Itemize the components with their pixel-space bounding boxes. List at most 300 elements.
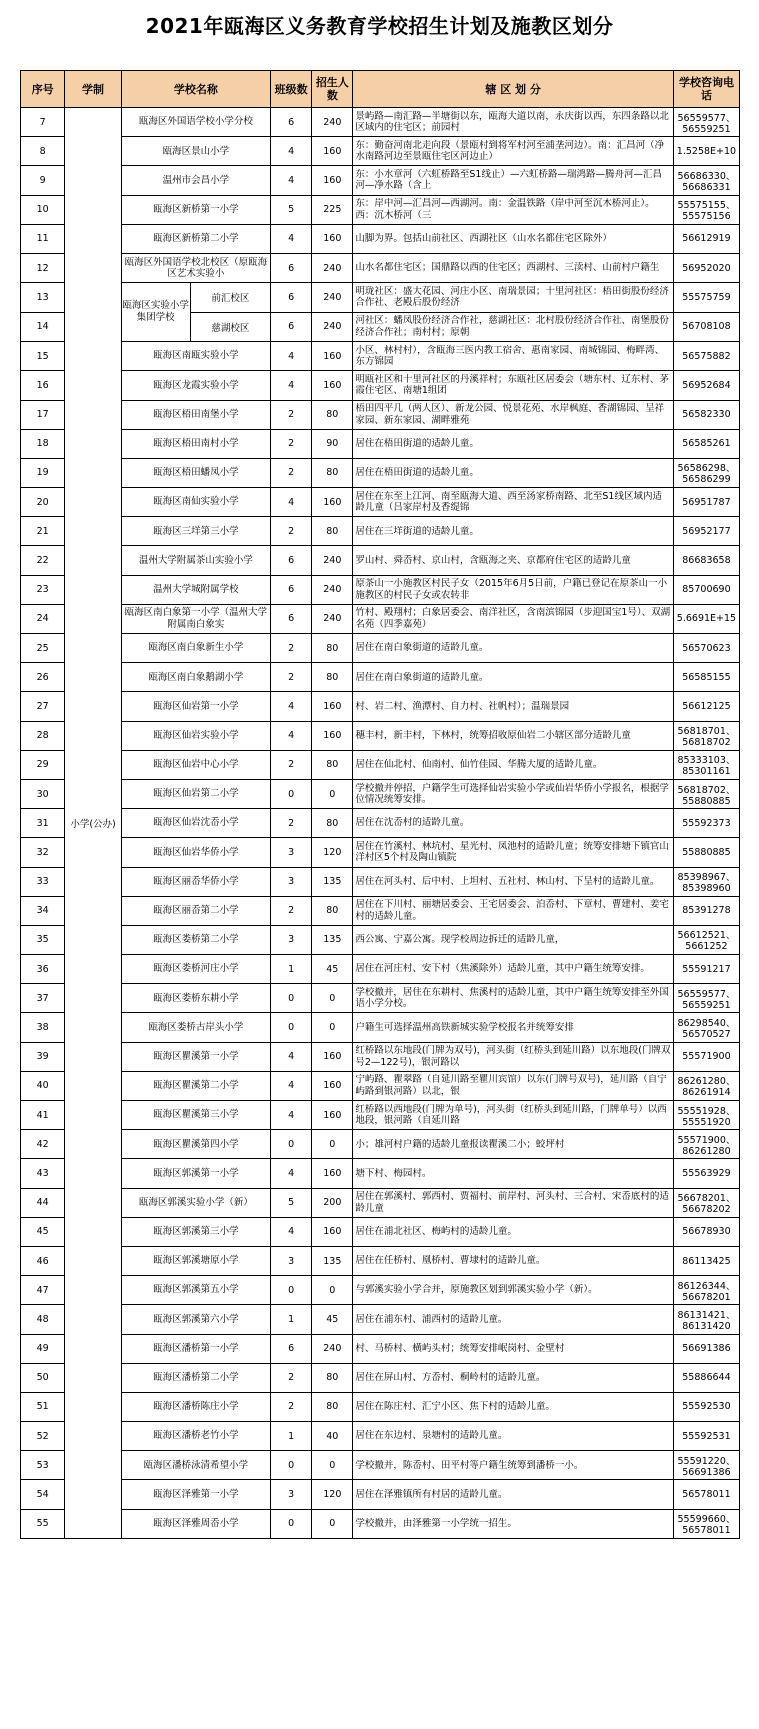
district-text: 居住在东至上江河、南至瓯海大道、西至汤家桥南路、北至S1线区域内适龄儿童（吕家岸村及香缇锦 (355, 490, 662, 514)
table-row (21, 371, 740, 400)
phone-cell: 55592530 (673, 1392, 739, 1421)
phone-cell: 55575759 (673, 283, 739, 313)
school-name: 瓯海区仙岩沈岙小学 (121, 809, 270, 838)
district-cell (353, 517, 674, 546)
district-cell (353, 1392, 674, 1421)
row-no: 46 (21, 1246, 65, 1275)
campus-cihu: 慈湖校区 (211, 322, 250, 334)
district-text: 竹村、殿翔村；白象居委会、南洋社区，含南滨锦园（步迎国宝1号）、双湖名苑（四季嘉苑） (355, 607, 671, 630)
row-no: 25 (21, 634, 65, 663)
class-count: 0 (271, 1130, 312, 1159)
district-cell (353, 692, 674, 721)
enroll-count: 160 (312, 342, 353, 371)
district-text: 梧田四平几（两人区）、新龙公园、悦景花苑、水岸枫庭、香湖锦园、呈祥家园、新东家园、湖畔雅苑 (355, 403, 665, 426)
row-no: 36 (21, 955, 65, 984)
class-count: 2 (271, 517, 312, 546)
district-text: 山脚为界。包括山前社区、西湖社区（山水名都住宅区除外） (355, 233, 612, 245)
district-cell (353, 195, 674, 224)
row-no: 7 (21, 108, 65, 137)
district-text: 居住在河头村、后中村、上坦村、五社村、林山村、下呈村的适龄儿童。 (355, 875, 660, 887)
district-cell (353, 1363, 674, 1392)
enroll-count: 160 (312, 1101, 353, 1130)
enroll-count: 80 (312, 517, 353, 546)
school-name: 瓯海区郭溪第六小学 (121, 1305, 270, 1334)
row-no: 39 (21, 1042, 65, 1071)
enroll-count: 160 (312, 1071, 353, 1100)
row-no: 34 (21, 896, 65, 925)
school-name: 瓯海区新桥第一小学 (121, 195, 270, 224)
district-text: 小；雄河村户籍的适龄儿童报读瞿溪二小；蛟坪村 (355, 1138, 565, 1150)
class-count: 2 (271, 1363, 312, 1392)
table-row (21, 1246, 740, 1275)
district-cell (353, 1334, 674, 1363)
phone-cell: 55551928、55551920 (673, 1101, 739, 1130)
school-name: 瓯海区南仙实验小学 (121, 488, 270, 517)
school-name: 瓯海区潘桥泳清希望小学 (121, 1451, 270, 1480)
phone-cell: 56818702、55880885 (673, 779, 739, 808)
school-name: 瓯海区娄桥东耕小学 (121, 984, 270, 1013)
enroll-count: 240 (312, 312, 353, 342)
district-text: 居住在浦北社区、梅屿村的适龄儿童。 (355, 1226, 517, 1238)
enroll-count: 135 (312, 925, 353, 954)
class-count: 4 (271, 166, 312, 195)
district-cell (353, 1217, 674, 1246)
table-row (21, 1217, 740, 1246)
phone-cell: 56818701、56818702 (673, 721, 739, 750)
enroll-count: 80 (312, 896, 353, 925)
row-no: 49 (21, 1334, 65, 1363)
phone-cell: 56708108 (673, 312, 739, 342)
phone-cell: 86131421、86131420 (673, 1305, 739, 1334)
phone-cell: 85333103、85301161 (673, 750, 739, 779)
enroll-count: 160 (312, 371, 353, 400)
district-cell (353, 1188, 674, 1217)
class-count: 1 (271, 1422, 312, 1451)
table-row (21, 663, 740, 692)
school-name: 瓯海区郭溪第五小学 (121, 1276, 270, 1305)
phone-cell: 56585155 (673, 663, 739, 692)
table-row (21, 838, 740, 867)
campus-qianhui: 前汇校区 (191, 283, 270, 313)
class-count: 4 (271, 1042, 312, 1071)
class-count: 0 (271, 1509, 312, 1538)
row-no: 43 (21, 1159, 65, 1188)
district-cell (353, 896, 674, 925)
school-name: 瓯海区南瓯实验小学 (121, 342, 270, 371)
district-cell (353, 1422, 674, 1451)
class-count: 4 (271, 224, 312, 253)
district-cell (353, 663, 674, 692)
class-count: 3 (271, 867, 312, 896)
row-no: 10 (21, 195, 65, 224)
table-row (21, 458, 740, 487)
row-no: 44 (21, 1188, 65, 1217)
table-row (21, 1071, 740, 1100)
district-cell (353, 1509, 674, 1538)
table-row (21, 400, 740, 429)
class-count: 4 (271, 692, 312, 721)
row-no: 16 (21, 371, 65, 400)
row-no: 9 (21, 166, 65, 195)
table-row (21, 1392, 740, 1421)
phone-cell: 56952684 (673, 371, 739, 400)
row-no: 48 (21, 1305, 65, 1334)
enroll-count: 240 (312, 1334, 353, 1363)
phone-cell: 56586298、56586299 (673, 458, 739, 487)
table-row (21, 1276, 740, 1305)
enroll-count: 80 (312, 750, 353, 779)
class-count: 3 (271, 925, 312, 954)
enroll-count: 160 (312, 488, 353, 517)
row-no: 41 (21, 1101, 65, 1130)
row-no: 45 (21, 1217, 65, 1246)
class-count: 4 (271, 488, 312, 517)
header-enroll: 招生人数 (312, 71, 353, 108)
table-row (21, 1422, 740, 1451)
type-cell: 小学(公办) (65, 108, 121, 1539)
table-row (21, 721, 740, 750)
class-count: 4 (271, 721, 312, 750)
district-text: 居住在浦东村、浦西村的适龄儿童。 (355, 1313, 508, 1325)
district-cell (353, 1480, 674, 1509)
phone-cell: 56686330、56686331 (673, 166, 739, 195)
row-no: 8 (21, 137, 65, 166)
district-text: 穗丰村，新丰村，下林村，统筹招收原仙岩二小辖区部分适龄儿童 (355, 729, 631, 741)
district-text: 居住在沈岙村的适龄儿童。 (355, 817, 470, 829)
district-text: 居住在梧田街道的适龄儿童。 (355, 438, 479, 450)
phone-cell: 56559577、56559251 (673, 984, 739, 1013)
class-count: 2 (271, 458, 312, 487)
class-count: 6 (271, 108, 312, 137)
phone-cell: 55591220、56691386 (673, 1451, 739, 1480)
school-name: 瓯海区瞿溪第三小学 (121, 1101, 270, 1130)
enroll-count: 240 (312, 283, 353, 313)
row-no: 15 (21, 342, 65, 371)
class-count: 4 (271, 371, 312, 400)
enroll-count: 240 (312, 546, 353, 575)
district-cell (353, 488, 674, 517)
class-count: 0 (271, 984, 312, 1013)
district-cell (353, 1159, 674, 1188)
school-name: 瓯海区仙岩第二小学 (121, 779, 270, 808)
district-text: 东：勤奋河南北走向段（景瓯村到将军村河至浦垄河边）。南：汇昌河（净水南路河边至景瓯住宅区河边止） (355, 139, 665, 163)
enroll-count: 120 (312, 1480, 353, 1509)
class-count: 2 (271, 809, 312, 838)
class-count: 4 (271, 1071, 312, 1100)
school-name: 温州大学城附属学校 (121, 575, 270, 604)
class-count: 0 (271, 779, 312, 808)
table-row (21, 779, 740, 808)
district-text: 罗山村、舜岙村、京山村，含瓯海之夹、京都府住宅区的适龄儿童 (355, 554, 631, 566)
row-no: 32 (21, 838, 65, 867)
phone-cell: 86683658 (673, 546, 739, 575)
table-row (21, 896, 740, 925)
enroll-count: 90 (312, 429, 353, 458)
row-no: 31 (21, 809, 65, 838)
row-no: 30 (21, 779, 65, 808)
school-name: 瓯海区仙岩第一小学 (121, 692, 270, 721)
school-name: 瓯海区娄桥古岸头小学 (121, 1013, 270, 1042)
row-no: 29 (21, 750, 65, 779)
class-count: 4 (271, 137, 312, 166)
school-name: 瓯海区郭溪实验小学（新） (121, 1188, 270, 1217)
phone-cell: 1.5258E+10 (673, 137, 739, 166)
phone-cell: 56612125 (673, 692, 739, 721)
phone-cell: 85391278 (673, 896, 739, 925)
district-text: 居住在郭溪村、郭西村、贾福村、前岸村、河头村、三合村、宋岙底村的适龄儿童 (355, 1191, 669, 1214)
phone-cell: 56612919 (673, 224, 739, 253)
enroll-count: 80 (312, 458, 353, 487)
enroll-count: 240 (312, 604, 353, 633)
phone-cell: 55563929 (673, 1159, 739, 1188)
school-name: 瓯海区外国语学校北校区（原瓯海区艺术实验小 (121, 253, 270, 282)
district-cell (353, 283, 674, 313)
row-no: 33 (21, 867, 65, 896)
table-row (21, 253, 740, 282)
district-text: 西公寓、宁嘉公寓。现学校周边拆迁的适龄儿童， (355, 934, 565, 946)
school-name: 瓯海区郭溪第一小学 (121, 1159, 270, 1188)
district-cell (353, 166, 674, 195)
district-cell (353, 925, 674, 954)
row-no: 20 (21, 488, 65, 517)
district-text: 学校撤并，由泽雅第一小学统一招生。 (355, 1517, 517, 1529)
enroll-count: 240 (312, 575, 353, 604)
district-text: 东：岸中河—汇昌河—西湖河。南：金温铁路（岸中河至沉木桥河止）。西：沉木桥河（三 (355, 198, 655, 221)
row-no: 53 (21, 1451, 65, 1480)
district-text: 居住在泽雅镇所有村居的适龄儿童。 (355, 1488, 508, 1500)
district-text: 河社区：蟠凤股份经济合作社，慈湖社区：北村股份经济合作社、南堡股份经济合作社；南村村；原朝 (355, 315, 669, 338)
phone-cell: 85700690 (673, 575, 739, 604)
district-cell (353, 458, 674, 487)
header-district: 辖 区 划 分 (353, 71, 674, 108)
enroll-count: 135 (312, 867, 353, 896)
district-cell (353, 1101, 674, 1130)
enroll-count: 80 (312, 663, 353, 692)
enroll-count: 80 (312, 1392, 353, 1421)
district-cell (353, 546, 674, 575)
table-row (21, 546, 740, 575)
row-no: 27 (21, 692, 65, 721)
table-row (21, 1480, 740, 1509)
row-no: 19 (21, 458, 65, 487)
row-no: 18 (21, 429, 65, 458)
school-name: 瓯海区梧田蟠凤小学 (121, 458, 270, 487)
district-cell (353, 429, 674, 458)
enroll-count: 80 (312, 634, 353, 663)
class-count: 6 (271, 1334, 312, 1363)
class-count: 6 (271, 575, 312, 604)
district-text: 户籍生可选择温州高铁新城实验学校报名并统筹安排 (355, 1021, 574, 1033)
phone-cell: 56691386 (673, 1334, 739, 1363)
class-count: 1 (271, 955, 312, 984)
row-no: 13 (21, 283, 65, 313)
district-cell (353, 1451, 674, 1480)
district-text: 居住在南白象街道的适龄儿童。 (355, 642, 489, 654)
district-cell (353, 867, 674, 896)
school-name: 瓯海区梧田南堡小学 (121, 400, 270, 429)
school-name: 温州大学附属茶山实验小学 (121, 546, 270, 575)
table-row (21, 166, 740, 195)
district-text: 学校撤并停招，户籍学生可选择仙岩实验小学或仙岩华侨小学报名，根据学位情况统筹安排。 (355, 782, 669, 806)
phone-cell: 56585261 (673, 429, 739, 458)
phone-cell: 86298540、56570527 (673, 1013, 739, 1042)
class-count: 2 (271, 896, 312, 925)
class-count: 4 (271, 1159, 312, 1188)
row-no: 28 (21, 721, 65, 750)
page-title: 2021年瓯海区义务教育学校招生计划及施教区划分 (145, 14, 614, 38)
school-name: 瓯海区南白象鹅湖小学 (121, 663, 270, 692)
table-row (21, 342, 740, 371)
school-name: 瓯海区泽雅第一小学 (121, 1480, 270, 1509)
table-row (21, 1451, 740, 1480)
district-cell (353, 400, 674, 429)
district-text: 居住在屏山村、方岙村、桐岭村的适龄儿童。 (355, 1372, 546, 1384)
phone-cell: 56570623 (673, 634, 739, 663)
header-type: 学制 (65, 71, 121, 108)
class-count: 6 (271, 253, 312, 282)
district-cell (353, 1246, 674, 1275)
phone-cell: 56952020 (673, 253, 739, 282)
school-name: 瓯海区景山小学 (121, 137, 270, 166)
row-no: 54 (21, 1480, 65, 1509)
table-row (21, 108, 740, 137)
enroll-count: 0 (312, 1509, 353, 1538)
district-cell (353, 634, 674, 663)
school-name: 瓯海区仙岩华侨小学 (121, 838, 270, 867)
enroll-count: 240 (312, 108, 353, 137)
enroll-count: 80 (312, 400, 353, 429)
table-row (21, 1130, 740, 1159)
district-text: 居住在下川村、丽塘居委会、王宅居委会、泊岙村、下章村、曹建村、姜宅村的适龄儿童。 (355, 899, 669, 922)
enroll-count: 0 (312, 1130, 353, 1159)
enroll-count: 160 (312, 721, 353, 750)
row-no: 38 (21, 1013, 65, 1042)
class-count: 3 (271, 1246, 312, 1275)
district-text: 宁屿路、瞿翠路（自延川路至瞿川宾馆）以东(门牌号双号)，延川路（自宁屿路到银河路）以北，银 (355, 1074, 667, 1097)
table-row (21, 925, 740, 954)
phone-cell: 55599660、56578011 (673, 1509, 739, 1538)
district-text: 与郭溪实验小学合并，原施教区划到郭溪实验小学（新）。 (355, 1284, 598, 1296)
district-text: 居住在东边村、泉塘村的适龄儿童。 (355, 1430, 508, 1442)
class-count: 0 (271, 1276, 312, 1305)
enroll-count: 240 (312, 253, 353, 282)
district-text: 塘下村、梅园村。 (355, 1167, 432, 1179)
district-text: 山水名都住宅区；国鼎路以西的住宅区；西湖村、三渎村、山前村户籍生 (355, 262, 660, 274)
class-count: 0 (271, 1013, 312, 1042)
class-count: 6 (271, 546, 312, 575)
enroll-count: 0 (312, 1276, 353, 1305)
class-count: 0 (271, 1451, 312, 1480)
enroll-count: 120 (312, 838, 353, 867)
row-no: 17 (21, 400, 65, 429)
district-text: 学校撤并，陈岙村、田平村等户籍生统筹到潘桥一小。 (355, 1459, 584, 1471)
row-no: 51 (21, 1392, 65, 1421)
school-name: 瓯海区丽岙第二小学 (121, 896, 270, 925)
phone-cell: 56575882 (673, 342, 739, 371)
district-text: 小区、林村村），含瓯海三医内教工宿舍、惠南家园、南城锦园、梅畔湾、东方锦园 (355, 344, 665, 368)
enroll-count: 0 (312, 779, 353, 808)
enroll-count: 80 (312, 1363, 353, 1392)
phone-cell: 55886644 (673, 1363, 739, 1392)
school-name: 瓯海区外国语学校小学分校 (121, 108, 270, 137)
class-count: 4 (271, 342, 312, 371)
row-no: 40 (21, 1071, 65, 1100)
district-text: 景屿路—南汇路—半塘街以东，瓯海大道以南，永庆街以西，东四条路以北区域内的住宅区；前园村 (355, 110, 669, 134)
phone-cell: 56952177 (673, 517, 739, 546)
district-cell (353, 253, 674, 282)
district-text: 居住在河庄村、安下村（焦溪除外）适龄儿童，其中户籍生统筹安排。 (355, 963, 650, 975)
school-name: 瓯海区丽岙华侨小学 (121, 867, 270, 896)
table-row (21, 224, 740, 253)
class-count: 3 (271, 838, 312, 867)
class-count: 6 (271, 604, 312, 633)
table-row (21, 809, 740, 838)
district-cell (353, 575, 674, 604)
school-name: 瓯海区潘桥第一小学 (121, 1334, 270, 1363)
enroll-count: 160 (312, 166, 353, 195)
school-name: 瓯海区三垟第三小学 (121, 517, 270, 546)
row-no: 22 (21, 546, 65, 575)
table-row (21, 1013, 740, 1042)
table-row (21, 517, 740, 546)
district-cell (353, 1130, 674, 1159)
table-row (21, 692, 740, 721)
table-row (21, 429, 740, 458)
district-text: 东：小水章河（六虹桥路至S1线止）—六虹桥路—瑞鸿路—腾舟河—汇昌河—净水路（含上 (355, 168, 662, 192)
school-name: 瓯海区潘桥老竹小学 (121, 1422, 270, 1451)
district-cell (353, 1013, 674, 1042)
district-cell (353, 1276, 674, 1305)
district-cell (353, 224, 674, 253)
district-cell (353, 955, 674, 984)
phone-cell: 86126344、56678201 (673, 1276, 739, 1305)
class-count: 6 (271, 312, 312, 342)
enroll-count: 160 (312, 137, 353, 166)
table-row (21, 1159, 740, 1188)
district-text: 居住在南白象街道的适龄儿童。 (355, 671, 489, 683)
table-row (21, 955, 740, 984)
enrollment-table (20, 70, 740, 1539)
school-name: 瓯海区潘桥陈庄小学 (121, 1392, 270, 1421)
district-text: 居住在梧田街道的适龄儿童。 (355, 467, 479, 479)
school-name: 瓯海区泽雅周岙小学 (121, 1509, 270, 1538)
school-name: 瓯海区龙霞实验小学 (121, 371, 270, 400)
school-name: 瓯海区南白象新生小学 (121, 634, 270, 663)
group-school-cell (121, 283, 270, 342)
district-text: 居住在竹溪村、林坑村、星光村、凤池村的适龄儿童；统筹安排塘下镇官山洋村区5个村及陶山镇院 (355, 840, 669, 864)
header-phone: 学校咨询电话 (673, 71, 739, 108)
district-text: 村、岩二村、渔潭村、自力村、社帆村）；温瑞景园 (355, 700, 570, 712)
enroll-count: 160 (312, 1042, 353, 1071)
district-text: 原茶山一小施教区村民子女（2015年6月5日前，户籍已登记在原茶山一小施教区的村民子女或农转非 (355, 578, 668, 601)
phone-cell: 56582330 (673, 400, 739, 429)
district-text: 居住在三垟街道的适龄儿童。 (355, 525, 479, 537)
phone-cell: 55592373 (673, 809, 739, 838)
table-row (21, 984, 740, 1013)
row-no: 47 (21, 1276, 65, 1305)
school-name: 瓯海区南白象第一小学（温州大学附属南白象实 (121, 604, 270, 633)
row-no: 24 (21, 604, 65, 633)
district-text: 居住在任桥村、凰桥村、曹埭村的适龄儿童。 (355, 1255, 546, 1267)
class-count: 1 (271, 1305, 312, 1334)
header-no: 序号 (21, 71, 65, 108)
school-name: 温州市会昌小学 (121, 166, 270, 195)
enroll-count: 160 (312, 224, 353, 253)
school-name: 瓯海区郭溪第三小学 (121, 1217, 270, 1246)
school-name: 瓯海区娄桥河庄小学 (121, 955, 270, 984)
district-cell (353, 750, 674, 779)
row-no: 14 (21, 312, 65, 342)
